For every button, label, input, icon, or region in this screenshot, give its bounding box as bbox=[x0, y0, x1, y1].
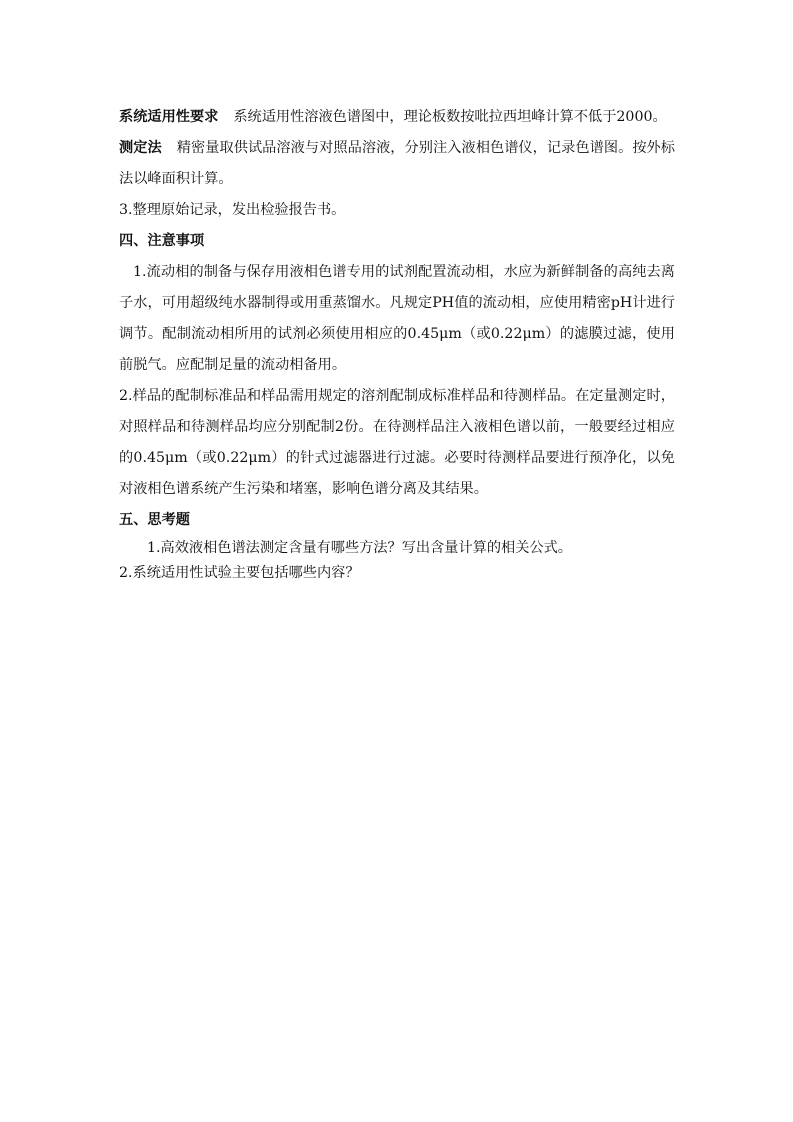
system-suitability-paragraph bbox=[119, 102, 675, 133]
assay-text: 精密量取供试品溶液与对照品溶液，分别注入液相色谱仪，记录色谱图。按外标法以峰面积计算。 bbox=[119, 140, 675, 187]
document-page bbox=[119, 102, 675, 586]
section-4-heading: 四、注意事项 bbox=[119, 233, 205, 249]
system-suitability-text: 系统适用性溶液色谱图中，理论板数按吡拉西坦峰计算不低于2000。 bbox=[233, 109, 667, 125]
assay-paragraph bbox=[119, 133, 675, 195]
section-4-item-1: 1.流动相的制备与保存用液相色谱专用的试剂配置流动相，水应为新鲜制备的高纯去离子水，可用超级纯水器制得或用重蒸馏水。凡规定PH值的流动相，应使用精密pH计进行调节。配制流动相所用的试剂必须使用相应的0.45μm（或0.22μm）的滤膜过滤，使用前脱气。应配制足量的流动相备用。 bbox=[119, 264, 675, 373]
system-suitability-label: 系统适用性要求 bbox=[119, 109, 219, 125]
section-5-heading: 五、思考题 bbox=[119, 512, 190, 528]
step-3-paragraph: 3.整理原始记录，发出检验报告书。 bbox=[119, 202, 346, 218]
section-4-item-2: 2.样品的配制标准品和样品需用规定的溶剂配制成标准样品和待测样品。在定量测定时，对照样品和待测样品均应分别配制2份。在待测样品注入液相色谱以前，一般要经过相应的0.45μm（或0.22μm）的针式过滤器进行过滤。必要时待测样品要进行预净化，以免对液相色谱系统产生污染和堵塞，影响色谱分离及其结果。 bbox=[119, 388, 675, 497]
assay-label: 测定法 bbox=[119, 140, 162, 156]
section-5-question-1: 1.高效液相色谱法测定含量有哪些方法？写出含量计算的相关公式。 bbox=[147, 540, 572, 556]
section-5-question-2: 2.系统适用性试验主要包括哪些内容？ bbox=[119, 565, 360, 581]
